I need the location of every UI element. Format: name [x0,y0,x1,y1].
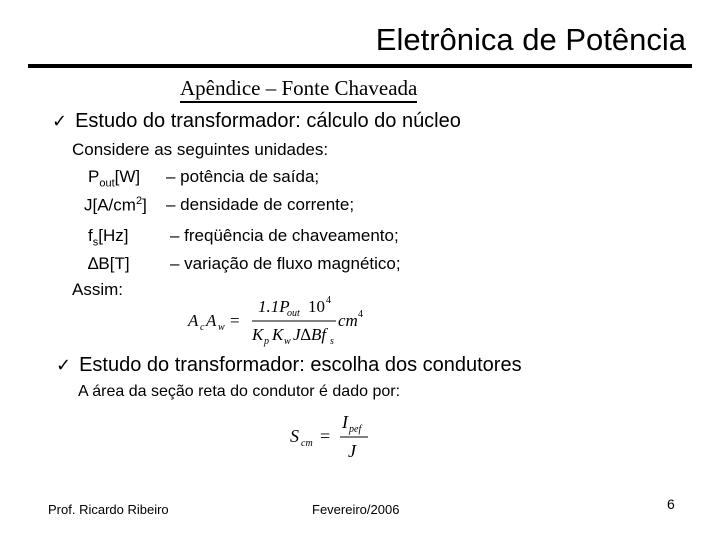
eq1-den-sub1: p [264,336,269,347]
unit-fs-sym: f [88,226,93,245]
eq1-lhs-sub1: c [200,322,205,333]
eq1-den2: K [272,325,284,344]
check-icon: ✓ [52,111,68,132]
unit-deltab [88,254,130,274]
conductor-area-equation [288,412,388,462]
eq1-num-tail: 10 [308,297,325,316]
unit-j-bracket: ] [142,195,147,215]
unit-fs-sub: s [92,236,99,249]
footer-date: Fevereiro/2006 [312,502,400,517]
eq1-unit-sup: 4 [358,309,363,320]
eq2-den: J [348,441,356,461]
unit-deltab-desc: – variação de fluxo magnético; [170,254,401,273]
bullet-core-calculation [52,110,461,133]
eq1-equals: = [230,311,240,330]
eq1-den-sub3: s [330,336,334,347]
eq1-den: K [252,325,264,344]
slide-header-title: Eletrônica de Potência [375,22,686,57]
unit-deltab-sym: ∆B [88,254,110,273]
eq1-unit: cm [338,311,358,330]
check-icon: ✓ [56,355,72,376]
unit-fs [88,226,128,248]
bullet-conductor-choice [56,354,522,377]
eq1-lhs-sub2: w [218,322,225,333]
footer-author: Prof. Ricardo Ribeiro [48,502,169,517]
unit-fs-desc: – freqüência de chaveamento; [170,226,399,245]
eq2-lhs-sub: cm [301,438,313,449]
unit-deltab-bracket: [T] [109,254,130,273]
eq2-num: I [342,412,348,432]
eq1-den3: J∆Bf [293,325,327,344]
unit-fs-bracket: [Hz] [98,226,129,245]
page-number: 6 [667,496,675,512]
unit-pout-bracket: [W] [114,167,141,186]
eq1-lhs2: A [206,311,217,330]
eq1-num-sub: out [287,308,300,319]
assim-label: Assim: [72,280,123,299]
unit-pout-sub: out [99,177,115,190]
unit-pout-sym: P [88,167,100,186]
eq1-den-sub2: w [284,336,291,347]
bullet-conductor-text: Estudo do transformador: escolha dos condutores [79,354,522,376]
bullet-core-text: Estudo do transformador: cálculo do núcleo [75,110,461,132]
unit-j-sym: J[A/cm [84,195,136,215]
eq2-lhs: S [290,426,299,446]
unit-pout [88,167,140,189]
unit-j-desc: – densidade de corrente; [166,195,355,214]
conductor-area-text: A área da seção reta do condutor é dado por: [78,383,401,400]
slide-subtitle: Apêndice – Fonte Chaveada [180,76,417,103]
eq1-num: 1.1P [258,297,290,316]
core-area-equation [186,288,396,348]
header-rule [28,64,692,68]
eq1-num-sup: 4 [326,295,331,306]
unit-j-sup: 2 [135,195,143,207]
unit-j [84,195,147,216]
eq2-equals: = [320,426,331,446]
eq2-num-sub: pef [349,424,362,435]
units-intro: Considere as seguintes unidades: [72,140,329,159]
eq1-lhs: A [188,311,199,330]
unit-pout-desc: – potência de saída; [166,167,320,186]
